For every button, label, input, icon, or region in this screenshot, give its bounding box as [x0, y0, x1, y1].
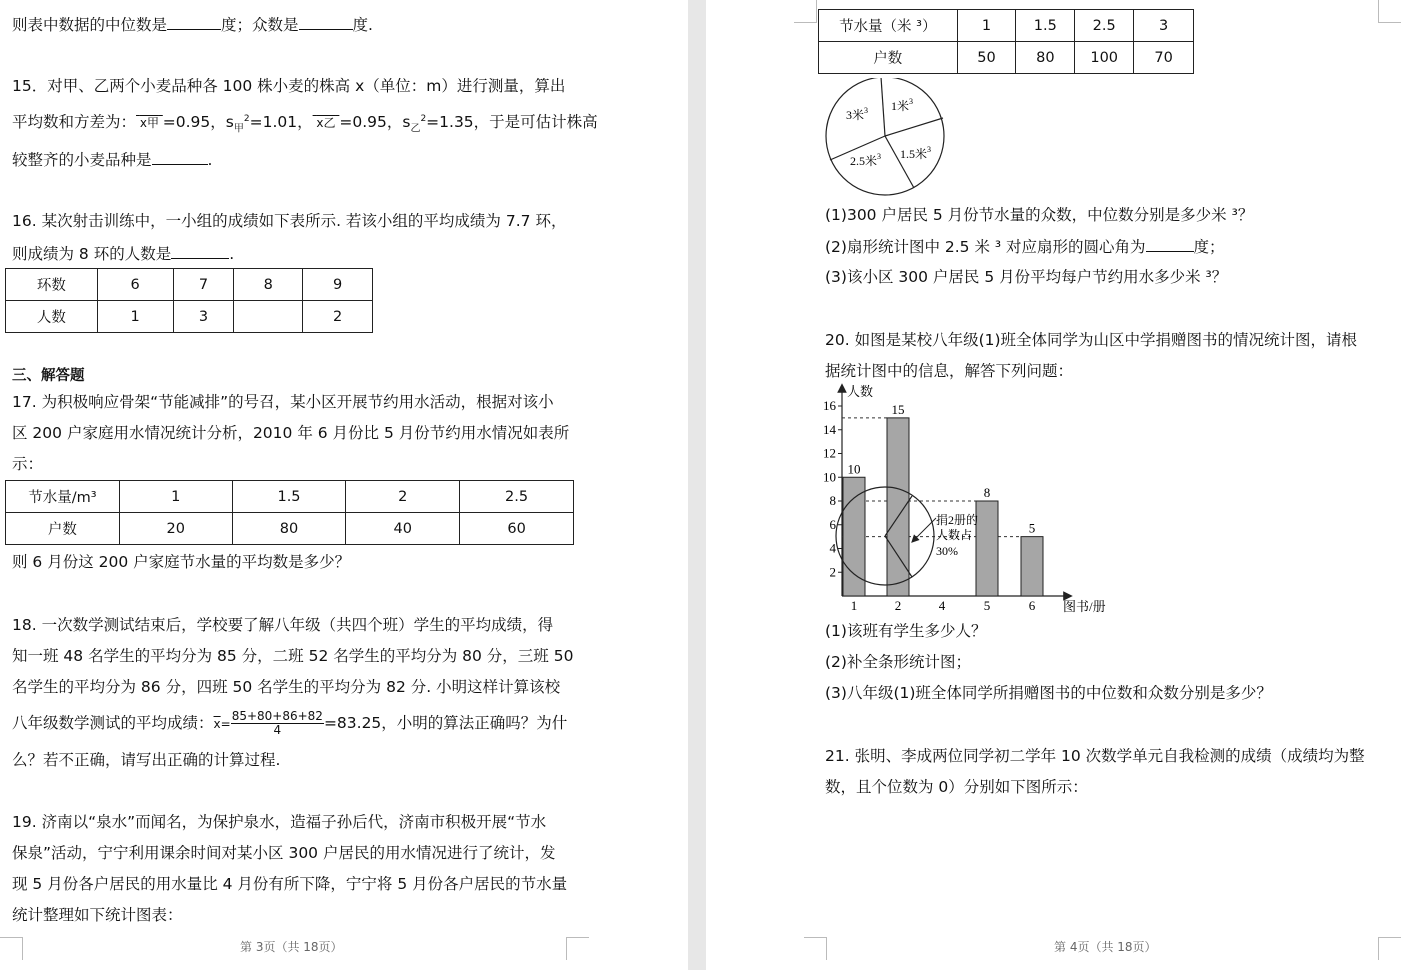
q14-tail: 则表中数据的中位数是 度；众数是 度.: [12, 16, 373, 34]
q15-line1: 15．对甲、乙两个小麦品种各 100 株小麦的株高 x（单位：m）进行测量，算出: [12, 77, 566, 95]
q21-line1: 21. 张明、李成两位同学初二学年 10 次数学单元自我检测的成绩（成绩均为整: [825, 747, 1365, 765]
q20-part2: (2)补全条形统计图；: [825, 653, 971, 671]
table-cell: 50: [957, 42, 1016, 74]
q17-line3: 示：: [12, 455, 44, 473]
q21-line2: 数，且个位数为 0）分别如下图所示：: [825, 778, 1088, 796]
table-cell: 9: [303, 269, 373, 301]
pie-label: 1米$^3$: [891, 97, 914, 113]
page-footer: 第 4页（共 18页）: [1054, 940, 1157, 954]
q19-pie-chart: [822, 78, 948, 200]
table-cell: 100: [1075, 42, 1134, 74]
crop-mark: [1378, 0, 1401, 23]
q19-line1: 19. 济南以“泉水”而闻名，为保护泉水，造福子孙后代，济南市积极开展“节水: [12, 813, 547, 831]
x-tick-label: 4: [938, 598, 946, 613]
pie-divider: [885, 496, 912, 536]
q19-part3: (3)该小区 300 户居民 5 月份平均每户节约用水多少米 ³？: [825, 268, 1228, 286]
q19-table: [818, 9, 1194, 74]
table-cell: 户数: [819, 42, 958, 74]
table-cell: [234, 301, 303, 333]
table-cell: 80: [232, 513, 346, 545]
section-heading: 三、解答题: [12, 368, 85, 384]
pie-divider: [885, 136, 914, 188]
q16-table: [5, 268, 373, 333]
bar-data-label: 8: [983, 485, 991, 500]
q19-line4: 统计整理如下统计图表：: [12, 906, 183, 924]
table-cell: 人数: [6, 301, 98, 333]
pie-annotation: 人数占: [936, 528, 973, 542]
x-tick-label: 6: [1028, 598, 1036, 613]
page-gutter: [688, 0, 706, 970]
table-cell: 7: [173, 269, 234, 301]
q15-line3: 较整齐的小麦品种是 .: [12, 151, 213, 169]
q18-line4: 八年级数学测试的平均成绩：$\overline{x}=$ $\frac{85+80+86+82}{4}$ =83.25，小明的算法正确吗？为什: [12, 709, 568, 737]
pie-label: 2.5米$^3$: [850, 152, 882, 168]
page-3: [0, 0, 688, 970]
y-tick-label: 6: [829, 516, 836, 532]
q16-line1: 16. 某次射击训练中，一小组的成绩如下表所示. 若该小组的平均成绩为 7.7 环，: [12, 212, 567, 230]
table-cell: 8: [234, 269, 303, 301]
y-tick-label: 12: [823, 445, 836, 461]
table-cell: 3: [173, 301, 234, 333]
table-row: [6, 269, 373, 301]
q16-line2: 则成绩为 8 环的人数是 .: [12, 245, 235, 263]
y-axis-label: 人数: [847, 384, 874, 399]
q18-line5: 么？若不正确，请写出正确的计算过程.: [12, 751, 281, 769]
q20-line2: 据统计图中的信息，解答下列问题：: [825, 362, 1074, 380]
crop-mark: [566, 937, 589, 960]
table-cell: 2: [346, 481, 460, 513]
crop-mark: [1378, 937, 1401, 960]
table-cell: 2.5: [460, 481, 574, 513]
y-tick-label: 4: [829, 540, 836, 556]
table-cell: 6: [97, 269, 173, 301]
table-cell: 40: [346, 513, 460, 545]
q17-line1: 17. 为积极响应骨架“节能减排”的号召，某小区开展节约用水活动，根据对该小: [12, 393, 554, 411]
table-cell: 80: [1016, 42, 1075, 74]
q20-part1: (1)该班有学生多少人？: [825, 622, 987, 640]
table-row: [819, 42, 1194, 74]
table-cell: 节水量（米 ³）: [819, 10, 958, 42]
q18-line2: 知一班 48 名学生的平均分为 85 分，二班 52 名学生的平均分为 80 分，三班 50: [12, 647, 574, 665]
q17-table: [5, 480, 574, 545]
q18-line3: 名学生的平均分为 86 分，四班 50 名学生的平均分为 82 分. 小明这样计算该校: [12, 678, 561, 696]
bar-data-label: 5: [1028, 520, 1036, 536]
table-cell: 1: [119, 481, 232, 513]
pie-label: 3米$^3$: [846, 106, 869, 122]
x-tick-label: 1: [850, 598, 858, 613]
table-cell: 3: [1134, 10, 1194, 42]
pie-annotation: 30%: [936, 544, 958, 558]
crop-mark: [0, 937, 23, 960]
y-tick-label: 14: [823, 421, 836, 437]
table-cell: 1: [97, 301, 173, 333]
y-tick-label: 16: [823, 398, 836, 413]
q15-line2: 平均数和方差为： x甲 =0.95，$s_甲^2=1.01$， x乙 =0.95，$s_乙^2=1.35$，于是可估计株高: [12, 113, 598, 135]
x-bar-yi: x乙: [316, 116, 336, 131]
crop-mark: [794, 0, 817, 23]
y-tick-label: 10: [823, 469, 836, 485]
x-tick-label: 5: [983, 598, 991, 613]
page-4: [706, 0, 1419, 970]
table-row: [6, 301, 373, 333]
pie-pointer-arrow: [914, 518, 936, 540]
table-cell: 2: [303, 301, 373, 333]
table-cell: 1.5: [232, 481, 346, 513]
average-fraction: $\frac{85+80+86+82}{4}$: [231, 709, 323, 737]
q17-line2: 区 200 户家庭用水情况统计分析，2010 年 6 月份比 5 月份节约用水情况如表所: [12, 424, 570, 442]
table-row: [6, 481, 574, 513]
pie-label: 1.5米$^3$: [900, 145, 932, 161]
table-cell: 20: [119, 513, 232, 545]
table-cell: 2.5: [1075, 10, 1134, 42]
table-cell: 节水量/m³: [6, 481, 120, 513]
q18-line1: 18. 一次数学测试结束后，学校要了解八年级（共四个班）学生的平均成绩，得: [12, 616, 554, 634]
table-row: [6, 513, 574, 545]
q20-pie-chart: [828, 482, 1018, 594]
q19-line2: 保泉”活动，宁宁利用课余时间对某小区 300 户居民的用水情况进行了统计，发: [12, 844, 556, 862]
pie-divider: [885, 118, 943, 136]
bar-data-label: 10: [847, 461, 861, 477]
table-cell: 70: [1134, 42, 1194, 74]
bar-data-label: 15: [891, 401, 905, 417]
crop-mark: [804, 937, 827, 960]
q19-part1: (1)300 户居民 5 月份节水量的众数，中位数分别是多少米 ³？: [825, 206, 1254, 224]
x-tick-label: 2: [894, 598, 902, 613]
table-cell: 户数: [6, 513, 120, 545]
q17-question: 则 6 月份这 200 户家庭节水量的平均数是多少？: [12, 553, 351, 571]
pie-divider: [885, 536, 912, 577]
table-cell: 60: [460, 513, 574, 545]
pie-annotation: 捐2册的: [936, 513, 979, 527]
q20-line1: 20. 如图是某校八年级(1)班全体同学为山区中学捐赠图书的情况统计图，请根: [825, 331, 1358, 349]
table-row: [819, 10, 1194, 42]
x-axis-label: 图书/册: [1063, 599, 1106, 614]
page-footer: 第 3页（共 18页）: [240, 940, 343, 954]
q20-part3: (3)八年级(1)班全体同学所捐赠图书的中位数和众数分别是多少？: [825, 684, 1272, 702]
table-cell: 1: [957, 10, 1016, 42]
q19-line3: 现 5 月份各户居民的用水量比 4 月份有所下降，宁宁将 5 月份各户居民的节水量: [12, 875, 568, 893]
x-bar-jia: x甲: [139, 116, 159, 131]
table-cell: 1.5: [1016, 10, 1075, 42]
table-cell: 环数: [6, 269, 98, 301]
y-tick-label: 8: [829, 493, 836, 508]
bar: [1021, 537, 1043, 596]
q19-part2: (2)扇形统计图中 2.5 米 ³ 对应扇形的圆心角为 度；: [825, 238, 1225, 256]
y-tick-label: 2: [829, 564, 836, 580]
pie-divider: [881, 78, 885, 136]
